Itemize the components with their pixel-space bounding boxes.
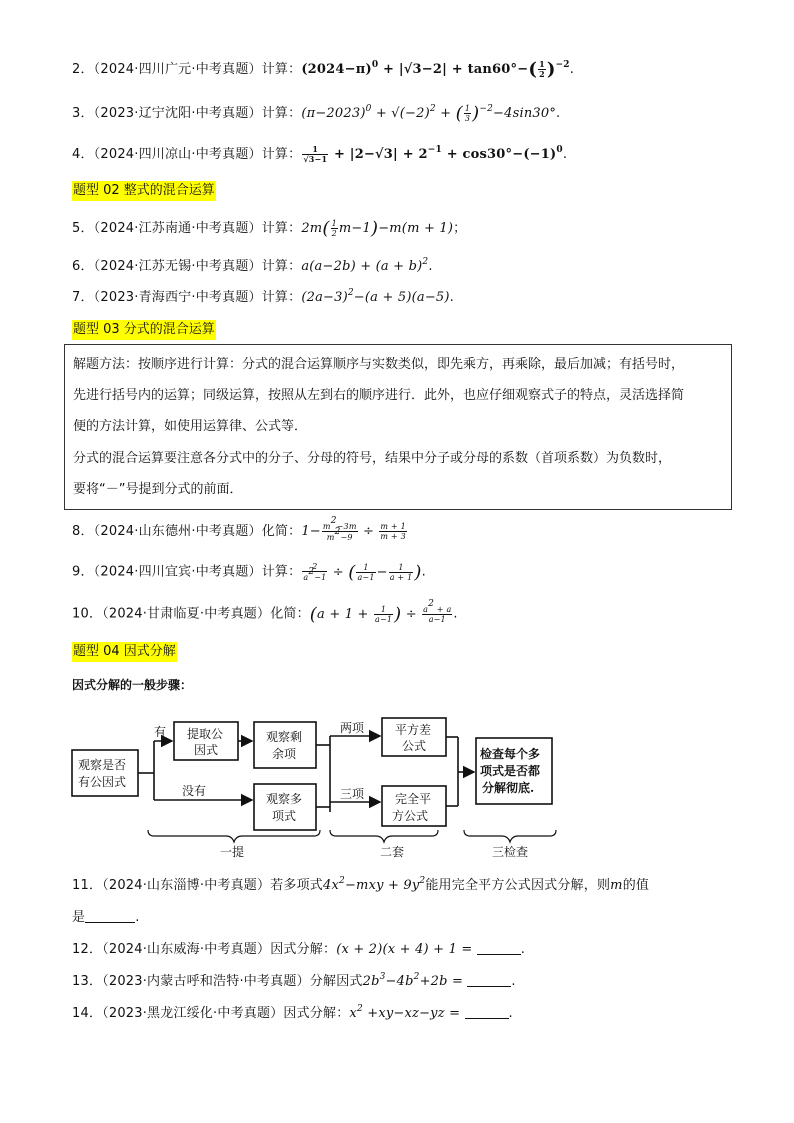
problem-10: 10．（2024·甘肃临夏·中考真题）化简：(a + 1 + $\frac{1}{a-1}$ ) ÷ $\frac{a^2 + a}{a-1}$ .	[72, 599, 458, 625]
method-line-4: 分式的混合运算要注意各分式中的分子、分母的符号，结果中分子或分母的系数（首项系数）为负数时，	[73, 451, 672, 466]
problem-8-expression: 1− $\frac{m^2-3m}{m^2-9}$ ÷ $\frac{m + 1}{m + 3}$	[301, 516, 406, 542]
problem-7-prefix: 7．（2023·青海西宁·中考真题）计算：	[72, 290, 302, 305]
problem-14-prefix: 14．（2023·黑龙江绥化·中考真题）因式分解：	[72, 1006, 350, 1021]
problem-10-prefix: 10．（2024·甘肃临夏·中考真题）化简：	[72, 606, 310, 622]
problem-5: 5．（2024·江苏南通·中考真题）计算：2m( $\frac{1}{2}$ m−1)−m(m + 1)；	[72, 218, 467, 239]
problem-4: 4．（2024·四川凉山·中考真题）计算： $\frac{1}{√3-1}$ + $|2-√3| + 2^{-1} + \cos 30^\circ-(-1)^0$.	[72, 144, 568, 164]
flow-extract-text-1: 提取公	[187, 727, 224, 741]
answer-blank-13[interactable]	[467, 974, 511, 987]
problem-14-expression: $x^2 +xy-xz-yz$ =	[349, 1004, 465, 1021]
flowchart-title: 因式分解的一般步骤：	[72, 678, 193, 692]
problem-13-prefix: 13．（2023·内蒙古呼和浩特·中考真题）分解因式	[72, 974, 363, 989]
problem-5-prefix: 5．（2024·江苏南通·中考真题）计算：	[72, 221, 302, 236]
flow-three-terms-label: 三项	[340, 787, 365, 801]
problem-3-expression: $(\pi-2023)^0 + √(-2)^2$ + ( $\frac{1}{3}$ )$^{-2}$−4sin30°	[301, 103, 557, 124]
problem-11-line-2: 是 .	[72, 910, 140, 925]
problem-9-prefix: 9．（2024·四川宜宾·中考真题）计算：	[72, 564, 302, 580]
flow-start-text-2: 有公因式	[78, 775, 127, 789]
flow-perfect-square-text-2: 方公式	[392, 809, 429, 823]
flow-observe-rest-box	[254, 722, 316, 768]
flow-start-box	[72, 750, 138, 796]
problem-11-expression: $4x^2-mxy + 9y^2$	[323, 876, 426, 893]
brace-label-3: 三检查	[492, 845, 529, 859]
problem-8-prefix: 8．（2024·山东德州·中考真题）化简：	[72, 524, 302, 539]
problem-11-prefix: 11．（2024·山东淄博·中考真题）若多项式	[72, 878, 323, 893]
flow-perfect-square-text-1: 完全平	[395, 792, 432, 806]
problem-12-prefix: 12．（2024·山东威海·中考真题）因式分解：	[72, 942, 337, 957]
problem-3-prefix: 3．（2023·辽宁沈阳·中考真题）计算：	[72, 106, 302, 121]
flow-observe-rest-text-1: 观察剩	[266, 730, 303, 744]
problem-8	[72, 516, 408, 542]
flow-observe-poly-text-1: 观察多	[266, 792, 303, 806]
brace-3	[464, 830, 556, 842]
flow-check-text-2: 项式是否都	[480, 764, 541, 778]
problem-10-expression: (a + 1 + $\frac{1}{a-1}$ ) ÷ $\frac{a^2 + a}{a-1}$	[309, 599, 452, 625]
factoring-flowchart	[64, 712, 564, 862]
problem-3: 3．（2023·辽宁沈阳·中考真题）计算：$(\pi-2023)^0 + √(-2)^2$ + ( $\frac{1}{3}$ )$^{-2}$−4sin30°.	[72, 103, 561, 124]
problem-13-expression: $2b^3-4b^2+2b$ =	[362, 972, 468, 989]
problem-13: 13．（2023·内蒙古呼和浩特·中考真题）分解因式$2b^3-4b^2+2b$ = .	[72, 972, 516, 989]
section-heading-04: 题型 04 因式分解	[72, 642, 177, 662]
flow-no-label: 没有	[182, 784, 207, 798]
problem-7: 7．（2023·青海西宁·中考真题）计算：$(2a-3)^2-(a + 5)(a-5)$.	[72, 288, 455, 305]
flow-diff-squares-text-1: 平方差	[395, 723, 432, 737]
method-line-1: 解题方法：按顺序进行计算：分式的混合运算顺序与实数类似，即先乘方，再乘除，最后加减；有括号时，	[73, 357, 685, 372]
answer-blank-12[interactable]	[477, 942, 521, 955]
flow-extract-text-2: 因式	[194, 743, 219, 757]
flow-diff-squares-text-2: 公式	[402, 739, 427, 753]
flow-observe-rest-text-2: 余项	[272, 747, 297, 761]
problem-7-expression: $(2a-3)^2-(a + 5)(a-5)$	[301, 288, 450, 305]
problem-5-expression: 2m( $\frac{1}{2}$ m−1)−m(m + 1)	[301, 218, 454, 239]
problem-9: 9．（2024·四川宜宾·中考真题）计算： $\frac{2}{a^2-1}$ ÷ ( $\frac{1}{a-1}$ − $\frac{1}{a + 1}$ ).	[72, 561, 426, 583]
brace-2	[330, 830, 438, 842]
problem-11: 11．（2024·山东淄博·中考真题）若多项式$4x^2-mxy + 9y^2$能用完全平方公式因式分解，则m的值	[72, 876, 650, 893]
problem-12-expression: (x + 2)(x + 4) + 1 =	[336, 942, 477, 957]
method-box	[64, 344, 732, 510]
problem-14: 14．（2023·黑龙江绥化·中考真题）因式分解：$x^2 +xy-xz-yz$ = .	[72, 1004, 513, 1021]
flow-check-text-3: 分解彻底.	[482, 781, 535, 795]
problem-6: 6．（2024·江苏无锡·中考真题）计算：$a(a-2b) + (a + b)^2$.	[72, 257, 433, 274]
section-heading-03: 题型 03 分式的混合运算	[72, 320, 216, 340]
flow-check-text-1: 检查每个多	[480, 747, 541, 761]
problem-12: 12．（2024·山东威海·中考真题）因式分解：(x + 2)(x + 4) + 1 = .	[72, 942, 526, 957]
answer-blank-11[interactable]	[85, 910, 135, 923]
problem-6-prefix: 6．（2024·江苏无锡·中考真题）计算：	[72, 259, 302, 274]
problem-2: 2．（2024·四川广元·中考真题）计算：$(2024-\pi)^0 + |√3-2| + \tan 60^\circ-$( $\frac{1}{2}$ )$^{-2}$.	[72, 59, 575, 80]
brace-label-1: 一提	[220, 845, 245, 859]
flow-yes-label: 有	[154, 725, 167, 739]
problem-4-expression: $\frac{1}{√3-1}$ + $|2-√3| + 2^{-1} + \cos 30^\circ-(-1)^0$	[303, 144, 563, 164]
problem-2-expression: $(2024-\pi)^0 + |√3-2| + \tan 60^\circ-$( $\frac{1}{2}$ )$^{-2}$	[301, 59, 570, 80]
problem-6-expression: $a(a-2b) + (a + b)^2$	[301, 257, 429, 274]
problem-9-expression: $\frac{2}{a^2-1}$ ÷ ( $\frac{1}{a-1}$ − $\frac{1}{a + 1}$ )	[303, 561, 422, 583]
method-line-5: 要将“－”号提到分式的前面．	[73, 482, 243, 497]
method-line-3: 便的方法计算，如使用运算律、公式等．	[73, 419, 308, 434]
flow-observe-poly-box	[254, 784, 316, 830]
flow-start-text-1: 观察是否	[78, 758, 127, 772]
method-line-2: 先进行括号内的运算；同级运算，按照从左到右的顺序进行．此外，也应仔细观察式子的特点，灵活选择简	[73, 388, 685, 403]
answer-blank-14[interactable]	[465, 1006, 509, 1019]
problem-4-prefix: 4．（2024·四川凉山·中考真题）计算：	[72, 147, 302, 162]
brace-1	[148, 830, 320, 842]
flow-two-terms-label: 两项	[340, 721, 365, 735]
section-heading-02: 题型 02 整式的混合运算	[72, 181, 216, 201]
brace-label-2: 二套	[380, 845, 405, 859]
flow-observe-poly-text-2: 项式	[272, 809, 297, 823]
problem-2-prefix: 2．（2024·四川广元·中考真题）计算：	[72, 62, 302, 77]
